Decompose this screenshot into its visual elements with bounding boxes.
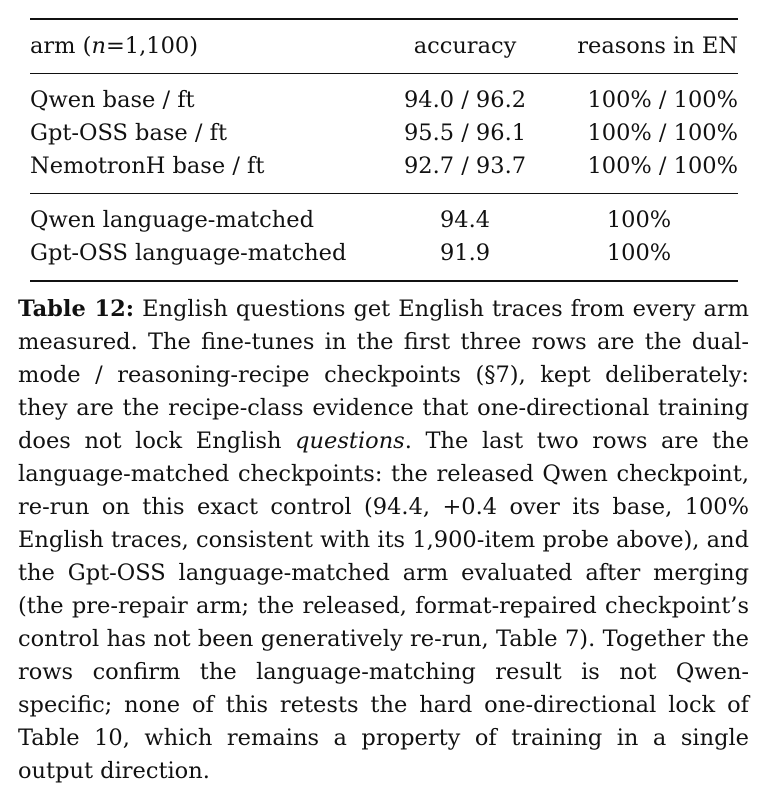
table-row (30, 117, 738, 150)
table-caption (18, 293, 749, 788)
caption-label: Table 12: (18, 296, 135, 322)
results-table (30, 18, 738, 282)
table-row (30, 150, 738, 194)
caption-emphasis: questions (295, 428, 405, 454)
cell-reasons: 100% / 100% (587, 153, 738, 179)
table-group-base-ft (30, 74, 738, 194)
header-reasons: reasons in EN (577, 33, 738, 59)
header-arm-suffix: =1,100) (105, 33, 198, 59)
results-table-container (30, 18, 738, 282)
table-group-language-matched (30, 194, 738, 282)
cell-reasons: 100% (606, 240, 672, 266)
header-accuracy: accuracy (413, 33, 517, 59)
cell-accuracy: 95.5 / 96.1 (403, 120, 527, 146)
table-header (30, 19, 738, 74)
table-row (30, 194, 738, 238)
table-row (30, 237, 738, 281)
table-row (30, 74, 738, 118)
cell-reasons: 100% / 100% (587, 120, 738, 146)
caption-text-part2: . The last two rows are the language-matched checkpoints: the released Qwen checkpoint, re-run on this exact control (94.4, +0.4 over its base, 100% English traces, consistent with its 1,900-item probe above), and the Gpt-OSS language-matched arm evaluated after merging (the pre-repair arm; the released, format-repaired checkpoint’s control has not been generatively re-run, Table 7). Together the rows confirm the language-matching result is not Qwen-specific; none of this retests the hard one-directional lock of Table 10, which remains a property of training in a single output direction. (18, 428, 749, 784)
cell-reasons: 100% (606, 207, 672, 233)
cell-arm: Gpt-OSS language-matched (30, 240, 347, 266)
cell-reasons: 100% / 100% (587, 87, 738, 113)
header-arm (30, 19, 390, 74)
caption-text-part1: English questions get English traces from every arm measured. The fine-tunes in the first three rows are the dual-mode / reasoning-recipe checkpoints (§7), kept deliberately: they are the recipe-class evidence that one-directional training does not lock English (18, 296, 749, 454)
cell-arm: Qwen language-matched (30, 207, 314, 233)
cell-accuracy: 94.4 (439, 207, 491, 233)
cell-accuracy: 94.0 / 96.2 (403, 87, 527, 113)
header-row (30, 19, 738, 74)
cell-arm: NemotronH base / ft (30, 153, 265, 179)
cell-accuracy: 92.7 / 93.7 (403, 153, 527, 179)
header-arm-n: n (91, 33, 106, 59)
cell-arm: Qwen base / ft (30, 87, 195, 113)
header-arm-prefix: arm ( (30, 33, 92, 59)
cell-arm: Gpt-OSS base / ft (30, 120, 227, 146)
cell-accuracy: 91.9 (439, 240, 491, 266)
